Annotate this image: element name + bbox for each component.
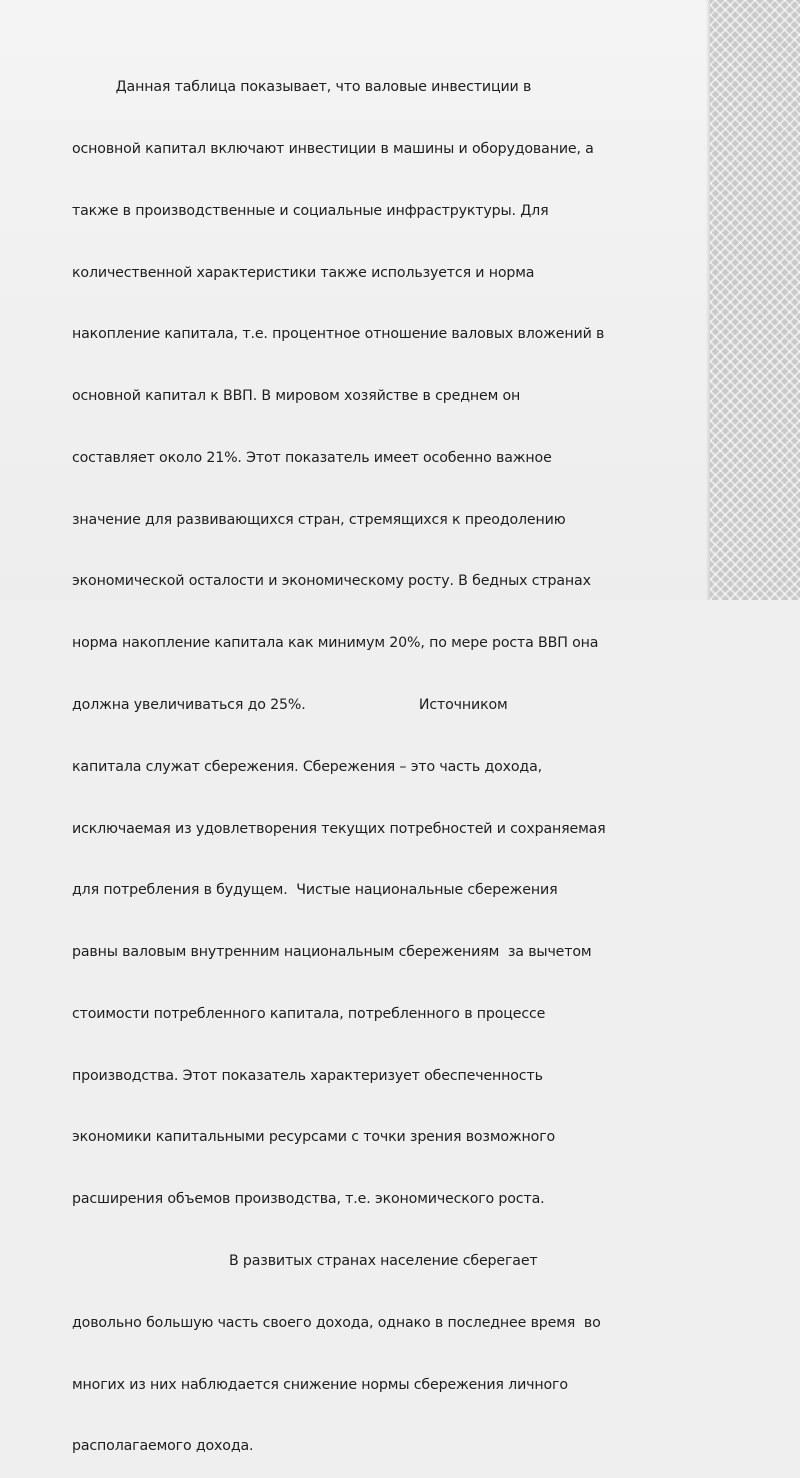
slide-body-text (72, 36, 672, 1478)
text-line: многих из них наблюдается снижение нормы сбережения личного (72, 1376, 568, 1393)
text-line: норма накопление капитала как минимум 20%, по мере роста ВВП она (72, 635, 599, 652)
text-line: исключаемая из удовлетворения текущих потребностей и сохраняемая (72, 820, 606, 837)
text-line: экономической осталости и экономическому росту. В бедных странах (72, 573, 591, 590)
text-line: количественной характеристики также используется и норма (72, 264, 535, 281)
text-line: капитала служат сбережения. Сбережения – это часть дохода, (72, 758, 542, 775)
decorative-side-strip (710, 0, 800, 600)
text-line: для потребления в будущем. Чистые национальные сбережения (72, 882, 558, 899)
text-line: значение для развивающихся стран, стремящихся к преодолению (72, 511, 566, 528)
text-line: довольно большую часть своего дохода, однако в последнее время во (72, 1314, 601, 1331)
text-line: В развитых странах население сберегает (72, 1253, 538, 1270)
text-line: должна увеличиваться до 25%. Источником (72, 697, 508, 713)
text-line: составляет около 21%. Этот показатель имеет особенно важное (72, 449, 552, 466)
text-line: Данная таблица показывает, что валовые инвестиции в (72, 79, 532, 96)
text-line: равны валовым внутренним национальным сбережениям за вычетом (72, 944, 592, 961)
text-line: стоимости потребленного капитала, потребленного в процессе (72, 1005, 546, 1022)
text-line: экономики капитальными ресурсами с точки зрения возможного (72, 1129, 556, 1146)
text-line: основной капитал включают инвестиции в машины и оборудование, а (72, 140, 594, 157)
text-line: расширения объемов производства, т.е. экономического роста. (72, 1191, 545, 1208)
text-line: производства. Этот показатель характеризует обеспеченность (72, 1067, 543, 1084)
text-line: располагаемого дохода. (72, 1438, 254, 1455)
text-line: основной капитал к ВВП. В мировом хозяйстве в среднем он (72, 388, 521, 405)
text-line: накопление капитала, т.е. процентное отношение валовых вложений в (72, 326, 605, 343)
text-line: также в производственные и социальные инфраструктуры. Для (72, 202, 549, 219)
